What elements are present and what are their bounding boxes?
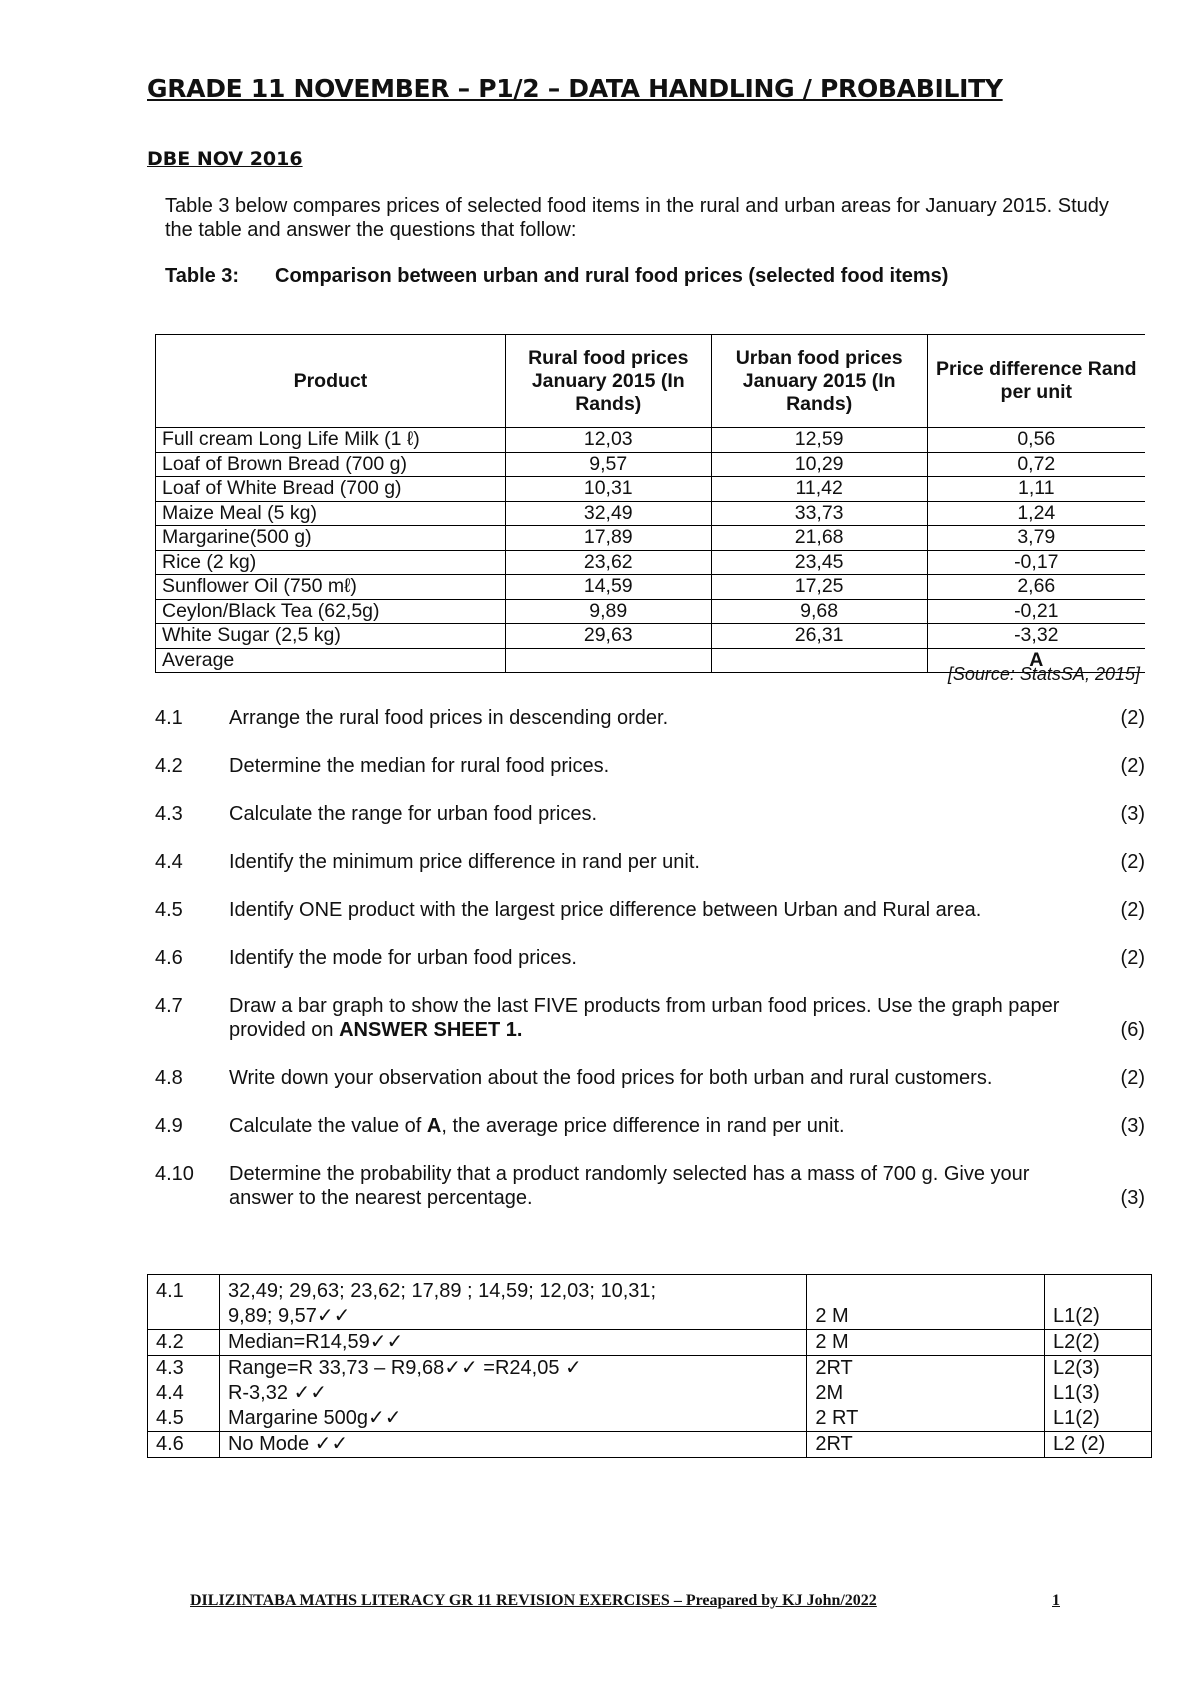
product-cell: Ceylon/Black Tea (62,5g) bbox=[156, 599, 506, 624]
question-number: 4.10 bbox=[155, 1163, 194, 1185]
urban-price-cell: 21,68 bbox=[711, 526, 927, 551]
difference-cell: 2,66 bbox=[927, 575, 1145, 600]
question-marks: (2) bbox=[1120, 947, 1145, 969]
question-item bbox=[155, 994, 1145, 1042]
question-item bbox=[155, 1066, 1145, 1090]
table-row bbox=[156, 575, 1146, 600]
header-product: Product bbox=[156, 335, 506, 428]
product-cell: White Sugar (2,5 kg) bbox=[156, 624, 506, 649]
memo-number: 4.2 bbox=[148, 1330, 220, 1356]
memo-answer: Median=R14,59✓✓ bbox=[219, 1330, 806, 1356]
question-marks: (2) bbox=[1120, 851, 1145, 873]
question-text: Identify the mode for urban food prices. bbox=[229, 947, 577, 969]
question-text-part: , the average price difference in rand per unit. bbox=[441, 1115, 845, 1137]
memo-answer: Range=R 33,73 – R9,68✓✓ =R24,05 ✓ bbox=[219, 1356, 806, 1382]
urban-price-cell: 9,68 bbox=[711, 599, 927, 624]
intro-text: Table 3 below compares prices of selected food items in the rural and urban areas for January 2015. Study the table and answer the questions that follow: bbox=[165, 195, 1109, 241]
question-marks: (6) bbox=[1120, 1019, 1145, 1041]
question-marks: (3) bbox=[1120, 1187, 1145, 1209]
memo-number: 4.3 bbox=[148, 1356, 220, 1382]
page-footer bbox=[190, 1592, 1060, 1610]
urban-price-cell: 17,25 bbox=[711, 575, 927, 600]
question-marks: (2) bbox=[1120, 707, 1145, 729]
exam-reference: DBE NOV 2016 bbox=[147, 148, 303, 170]
question-item bbox=[155, 850, 1145, 874]
rural-price-cell: 10,31 bbox=[505, 477, 711, 502]
difference-cell: 0,56 bbox=[927, 428, 1145, 453]
rural-price-cell bbox=[505, 648, 711, 673]
table-row bbox=[156, 599, 1146, 624]
memo-answer bbox=[219, 1275, 806, 1330]
memo-row bbox=[148, 1330, 1152, 1356]
question-marks: (3) bbox=[1120, 1115, 1145, 1137]
memo-method: 2RT bbox=[807, 1356, 1045, 1382]
table-row bbox=[156, 526, 1146, 551]
question-text-part: Calculate the value of bbox=[229, 1115, 427, 1137]
header-rural: Rural food prices January 2015 (In Rands) bbox=[505, 335, 711, 428]
question-marks: (2) bbox=[1120, 899, 1145, 921]
memo-answer-line: 9,89; 9,57✓✓ bbox=[227, 1305, 351, 1327]
table-row bbox=[156, 428, 1146, 453]
question-number: 4.1 bbox=[155, 707, 183, 729]
product-cell: Rice (2 kg) bbox=[156, 550, 506, 575]
memo-level: L2 (2) bbox=[1045, 1432, 1152, 1458]
memo-row bbox=[148, 1432, 1152, 1458]
memo-method: 2M bbox=[807, 1381, 1045, 1406]
question-item bbox=[155, 754, 1145, 778]
difference-cell: 3,79 bbox=[927, 526, 1145, 551]
memo-number: 4.5 bbox=[148, 1406, 220, 1432]
table-row bbox=[156, 624, 1146, 649]
question-text-part: Draw a bar graph to show the last FIVE products from urban food prices. Use the graph paper provided on bbox=[229, 995, 1060, 1041]
question-text: Write down your observation about the food prices for both urban and rural customers. bbox=[229, 1067, 993, 1089]
question-item bbox=[155, 802, 1145, 826]
table-source: [Source: StatsSA, 2015] bbox=[947, 664, 1140, 684]
table-row bbox=[156, 452, 1146, 477]
question-text bbox=[229, 1114, 1069, 1138]
table-header-row bbox=[156, 335, 1146, 428]
memo-row bbox=[148, 1381, 1152, 1406]
question-item bbox=[155, 1162, 1145, 1210]
table-caption bbox=[165, 264, 1105, 288]
average-difference-cell: A bbox=[927, 648, 1145, 673]
question-number: 4.4 bbox=[155, 851, 183, 873]
question-text bbox=[229, 994, 1069, 1042]
question-text: Arrange the rural food prices in descending order. bbox=[229, 707, 669, 729]
memo-level: L2(3) bbox=[1045, 1356, 1152, 1382]
questions-list bbox=[155, 706, 1145, 1210]
urban-price-cell: 33,73 bbox=[711, 501, 927, 526]
question-number: 4.5 bbox=[155, 899, 183, 921]
question-item bbox=[155, 898, 1145, 922]
product-cell: Average bbox=[156, 648, 506, 673]
question-item bbox=[155, 706, 1145, 730]
urban-price-cell: 12,59 bbox=[711, 428, 927, 453]
answer-sheet-reference: ANSWER SHEET 1. bbox=[339, 1019, 523, 1041]
product-cell: Loaf of Brown Bread (700 g) bbox=[156, 452, 506, 477]
urban-price-cell: 23,45 bbox=[711, 550, 927, 575]
question-text: Determine the probability that a product randomly selected has a mass of 700 g. Give your answer to the nearest percentage. bbox=[229, 1163, 1030, 1209]
table-row bbox=[156, 477, 1146, 502]
question-text: Determine the median for rural food prices. bbox=[229, 755, 610, 777]
table-caption-label: Table 3: bbox=[165, 265, 240, 287]
product-cell: Margarine(500 g) bbox=[156, 526, 506, 551]
rural-price-cell: 12,03 bbox=[505, 428, 711, 453]
question-number: 4.8 bbox=[155, 1067, 183, 1089]
table-row bbox=[156, 550, 1146, 575]
memo-row bbox=[148, 1275, 1152, 1330]
question-number: 4.3 bbox=[155, 803, 183, 825]
memo-number bbox=[148, 1275, 220, 1330]
question-number: 4.6 bbox=[155, 947, 183, 969]
question-marks: (2) bbox=[1120, 755, 1145, 777]
difference-cell: 1,24 bbox=[927, 501, 1145, 526]
question-number: 4.7 bbox=[155, 995, 183, 1017]
urban-price-cell bbox=[711, 648, 927, 673]
rural-price-cell: 9,57 bbox=[505, 452, 711, 477]
rural-price-cell: 29,63 bbox=[505, 624, 711, 649]
page-title: GRADE 11 NOVEMBER – P1/2 – DATA HANDLING / PROBABILITY bbox=[147, 74, 1003, 103]
table-row bbox=[156, 501, 1146, 526]
question-text: Calculate the range for urban food prices. bbox=[229, 803, 597, 825]
variable-a: A bbox=[426, 1115, 442, 1137]
difference-cell: 1,11 bbox=[927, 477, 1145, 502]
page-number: 1 bbox=[1052, 1592, 1060, 1609]
product-cell: Full cream Long Life Milk (1 ℓ) bbox=[156, 428, 506, 453]
question-marks: (2) bbox=[1120, 1067, 1145, 1089]
memo-answer: R-3,32 ✓✓ bbox=[219, 1381, 806, 1406]
difference-cell: 0,72 bbox=[927, 452, 1145, 477]
urban-price-cell: 10,29 bbox=[711, 452, 927, 477]
rural-price-cell: 14,59 bbox=[505, 575, 711, 600]
product-cell: Sunflower Oil (750 mℓ) bbox=[156, 575, 506, 600]
memo-level: L1(3) bbox=[1045, 1381, 1152, 1406]
memo-level: L2(2) bbox=[1045, 1330, 1152, 1356]
urban-price-cell: 26,31 bbox=[711, 624, 927, 649]
memo-answer: Margarine 500g✓✓ bbox=[219, 1406, 806, 1432]
memo-method: 2 M bbox=[807, 1275, 1045, 1330]
memo-level: L1(2) bbox=[1045, 1275, 1152, 1330]
question-number: 4.9 bbox=[155, 1115, 183, 1137]
memo-table bbox=[147, 1274, 1152, 1458]
memo-answer: No Mode ✓✓ bbox=[219, 1432, 806, 1458]
header-difference: Price difference Rand per unit bbox=[927, 335, 1145, 428]
memo-answer-line: 32,49; 29,63; 23,62; 17,89 ; 14,59; 12,03; 10,31; bbox=[227, 1280, 657, 1302]
urban-price-cell: 11,42 bbox=[711, 477, 927, 502]
memo-row bbox=[148, 1406, 1152, 1432]
food-prices-table bbox=[155, 334, 1145, 673]
rural-price-cell: 17,89 bbox=[505, 526, 711, 551]
memo-number: 4.4 bbox=[148, 1381, 220, 1406]
question-item bbox=[155, 946, 1145, 970]
difference-cell: -0,17 bbox=[927, 550, 1145, 575]
rural-price-cell: 9,89 bbox=[505, 599, 711, 624]
question-marks: (3) bbox=[1120, 803, 1145, 825]
question-number: 4.2 bbox=[155, 755, 183, 777]
product-cell: Maize Meal (5 kg) bbox=[156, 501, 506, 526]
memo-row bbox=[148, 1356, 1152, 1382]
memo-number: 4.6 bbox=[148, 1432, 220, 1458]
memo-level: L1(2) bbox=[1045, 1406, 1152, 1432]
table-caption-text: Comparison between urban and rural food prices (selected food items) bbox=[275, 265, 949, 287]
footer-text: DILIZINTABA MATHS LITERACY GR 11 REVISION EXERCISES – Preapared by KJ John/2022 bbox=[190, 1592, 877, 1609]
product-cell: Loaf of White Bread (700 g) bbox=[156, 477, 506, 502]
question-text: Identify ONE product with the largest price difference between Urban and Rural area. bbox=[229, 899, 982, 921]
memo-method: 2 RT bbox=[807, 1406, 1045, 1432]
header-urban: Urban food prices January 2015 (In Rands) bbox=[711, 335, 927, 428]
memo-method: 2RT bbox=[807, 1432, 1045, 1458]
rural-price-cell: 32,49 bbox=[505, 501, 711, 526]
question-item bbox=[155, 1114, 1145, 1138]
rural-price-cell: 23,62 bbox=[505, 550, 711, 575]
difference-cell: -0,21 bbox=[927, 599, 1145, 624]
question-text: Identify the minimum price difference in rand per unit. bbox=[229, 851, 700, 873]
memo-number-text: 4.1 bbox=[156, 1280, 184, 1302]
difference-cell: -3,32 bbox=[927, 624, 1145, 649]
memo-method: 2 M bbox=[807, 1330, 1045, 1356]
